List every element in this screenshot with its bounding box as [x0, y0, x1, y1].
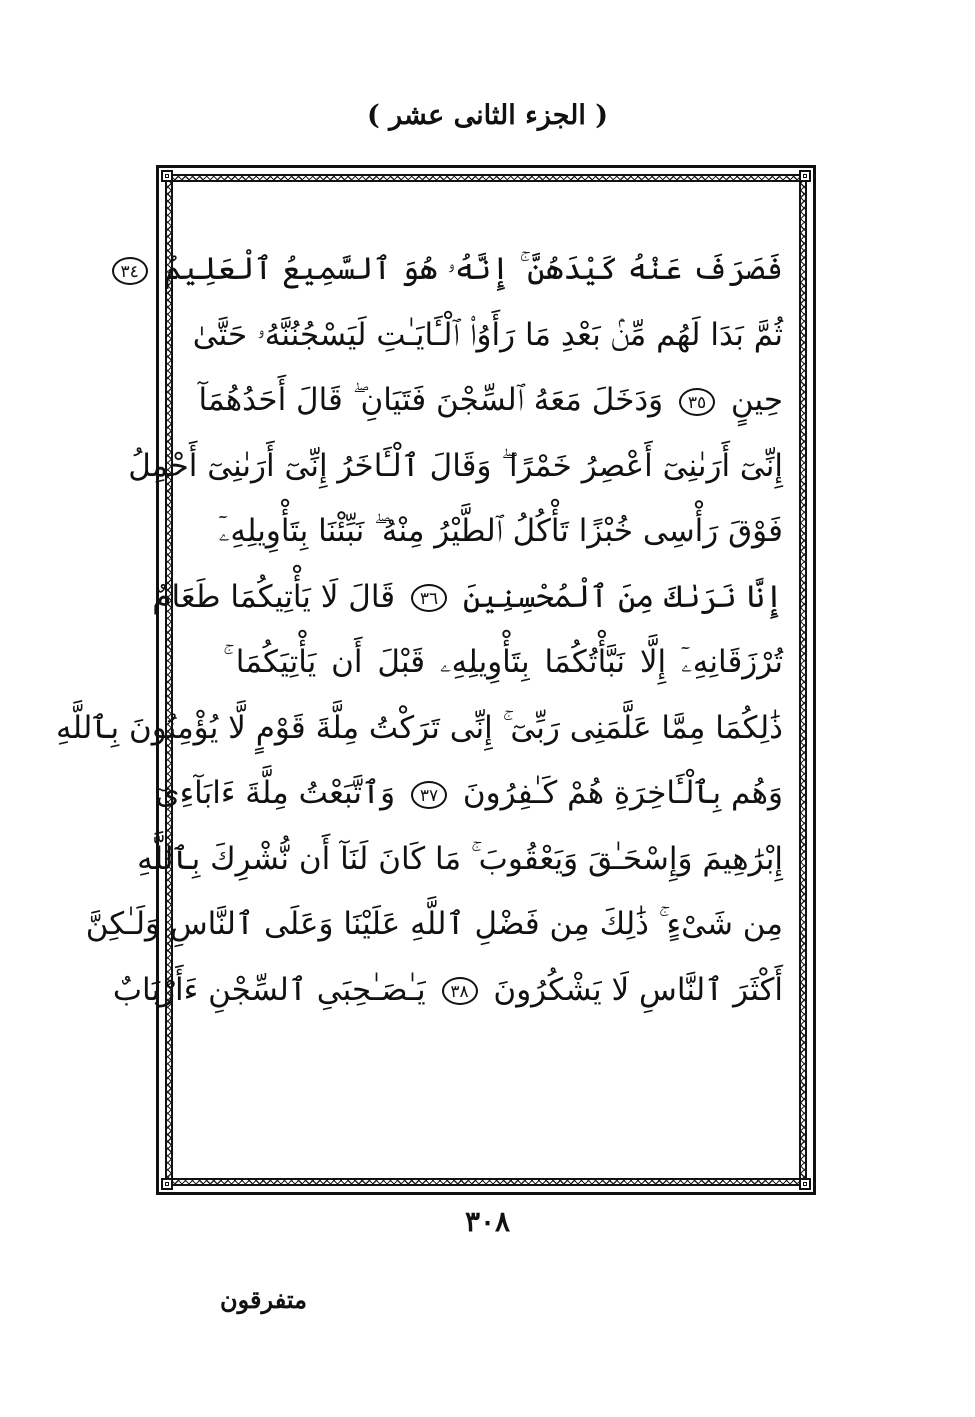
verse-line	[192, 303, 783, 369]
verse-text: مِن شَىْءٍ ۚ ذَٰلِكَ مِن فَضْلِ ٱللَّهِ عَلَيْنَا وَعَلَى ٱلنَّاسِ وَلَـٰكِنَّ	[85, 906, 783, 942]
verse-line	[128, 434, 783, 500]
verse-text: أَكْثَرَ ٱلنَّاسِ لَا يَشْكُرُونَ	[493, 971, 783, 1008]
text-area	[55, 180, 801, 1180]
verse-text: فَوْقَ رَأْسِى خُبْزًا تَأْكُلُ ٱلطَّيْرُ مِنْهُ ۖ نَبِّئْنَا بِتَأْوِيلِهِۦٓ	[218, 513, 783, 549]
verse-line	[152, 565, 783, 631]
verse-line	[155, 761, 783, 827]
verse-line	[137, 827, 783, 893]
verse-line	[85, 892, 783, 958]
verse-line	[218, 499, 783, 565]
ayah-number-marker: ٣٥	[679, 388, 715, 416]
verse-text: تُرْزَقَانِهِۦٓ إِلَّا نَبَّأْتُكُمَا بِتَأْوِيلِهِۦ قَبْلَ أَن يَأْتِيَكُمَا ۚ	[223, 644, 783, 680]
ayah-number-marker: ٣٤	[112, 257, 148, 285]
verse-text: وَهُم بِٱلْـَٔاخِرَةِ هُمْ كَـٰفِرُونَ	[462, 775, 783, 811]
verse-text: إِبْرَٰهِيمَ وَإِسْحَـٰقَ وَيَعْقُوبَ ۚ مَا كَانَ لَنَآ أَن نُّشْرِكَ بِٱللَّهِ	[137, 840, 783, 877]
verse-line	[198, 368, 783, 434]
ayah-number-marker: ٣٧	[411, 781, 447, 809]
verse-text: حِينٍ	[730, 382, 783, 418]
corner-ornament-icon	[799, 170, 811, 182]
verse-line	[223, 630, 783, 696]
verse-line	[120, 237, 783, 303]
verse-text: قَالَ لَا يَأْتِيكُمَا طَعَامٌ	[152, 578, 396, 615]
corner-ornament-icon	[161, 170, 173, 182]
verse-text: وَدَخَلَ مَعَهُ ٱلسِّجْنَ فَتَيَانِ ۖ قَالَ أَحَدُهُمَآ	[198, 382, 664, 418]
verse-text: ثُمَّ بَدَا لَهُم مِّنۢ بَعْدِ مَا رَأَوُا۟ ٱلْـَٔايَـٰتِ لَيَسْجُنُنَّهُۥ حَتَّىٰ	[192, 316, 783, 353]
verse-block	[55, 237, 783, 1023]
verse-text: فَصَرَفَ عَنْهُ كَيْدَهُنَّ ۚ إِنَّهُۥ هُوَ ٱلسَّمِيعُ ٱلْعَلِيمُ	[163, 251, 783, 287]
verse-text: وَٱتَّبَعْتُ مِلَّةَ ءَابَآءِىٓ	[155, 775, 396, 811]
corner-ornament-icon	[161, 1178, 173, 1190]
corner-ornament-icon	[799, 1178, 811, 1190]
page-number: ٣٠٨	[464, 1205, 511, 1238]
verse-line	[112, 958, 783, 1024]
page-frame	[55, 165, 816, 1195]
verse-line	[55, 696, 783, 762]
ayah-number-marker: ٣٦	[411, 584, 447, 612]
verse-text: يَـٰصَـٰحِبَىِ ٱلسِّجْنِ ءَأَرْبَابٌ	[112, 971, 426, 1008]
verse-text: إِنَّا نَرَىٰكَ مِنَ ٱلْمُحْسِنِينَ	[462, 578, 783, 615]
verse-text: إِنِّىٓ أَرَىٰنِىٓ أَعْصِرُ خَمْرًا ۖ وَقَالَ ٱلْـَٔاخَرُ إِنِّىٓ أَرَىٰنِىٓ أَحْمِلُ	[128, 447, 783, 484]
verse-text: ذَٰلِكُمَا مِمَّا عَلَّمَنِى رَبِّىٓ ۚ إِنِّى تَرَكْتُ مِلَّةَ قَوْمٍ لَّا يُؤْمِنُونَ بِٱللَّهِ	[55, 709, 783, 746]
catchword: متفرقون	[220, 1285, 307, 1314]
juz-header: ( الجزء الثانى عشر )	[366, 100, 609, 131]
ayah-number-marker: ٣٨	[442, 977, 478, 1005]
